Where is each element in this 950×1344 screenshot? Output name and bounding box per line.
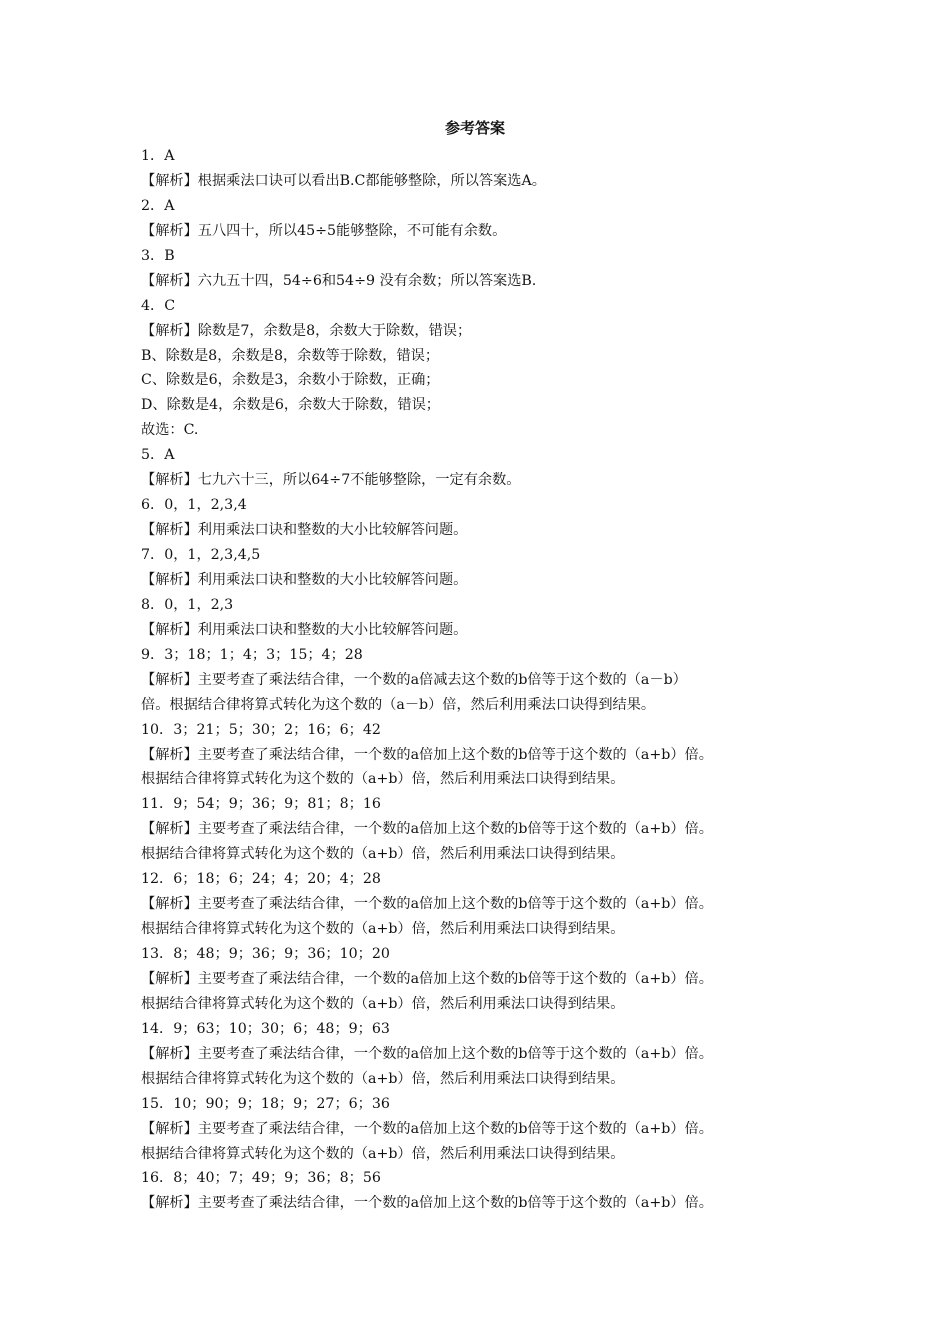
- text-line: 12．6；18；6；24；4；20；4；28: [141, 871, 381, 888]
- text-line: 根据结合律将算式转化为这个数的（a+b）倍，然后利用乘法口诀得到结果。: [141, 1145, 625, 1162]
- text-line: 【解析】主要考查了乘法结合律，一个数的a倍加上这个数的b倍等于这个数的（a+b）倍。: [141, 1045, 713, 1062]
- text-line: 根据结合律将算式转化为这个数的（a+b）倍，然后利用乘法口诀得到结果。: [141, 846, 625, 863]
- text-line: 14．9；63；10；30；6；48；9；63: [141, 1020, 390, 1037]
- text-line: D、除数是4，余数是6，余数大于除数，错误；: [141, 397, 440, 414]
- text-line: 【解析】根据乘法口诀可以看出B.C都能够整除，所以答案选A。: [141, 172, 546, 189]
- text-line: 5．A: [141, 447, 175, 464]
- text-line: 8．0，1，2,3: [141, 596, 234, 613]
- text-line: 【解析】主要考查了乘法结合律，一个数的a倍加上这个数的b倍等于这个数的（a+b）倍。: [141, 970, 713, 987]
- text-line: 【解析】主要考查了乘法结合律，一个数的a倍加上这个数的b倍等于这个数的（a+b）倍。: [141, 821, 713, 838]
- text-line: 9．3；18；1；4；3；15；4；28: [141, 646, 363, 663]
- text-line: 【解析】五八四十，所以45÷5能够整除，不可能有余数。: [141, 222, 507, 239]
- text-line: C、除数是6，余数是3，余数小于除数，正确；: [141, 372, 440, 389]
- text-line: 15．10；90；9；18；9；27；6；36: [141, 1095, 390, 1112]
- text-line: 根据结合律将算式转化为这个数的（a+b）倍，然后利用乘法口诀得到结果。: [141, 995, 625, 1012]
- text-line: 【解析】主要考查了乘法结合律，一个数的a倍加上这个数的b倍等于这个数的（a+b）倍。: [141, 746, 713, 763]
- text-line: 2．A: [141, 197, 175, 214]
- text-line: 【解析】除数是7，余数是8，余数大于除数，错误；: [141, 322, 472, 339]
- text-line: 故选：C.: [141, 422, 199, 439]
- text-line: 【解析】主要考查了乘法结合律，一个数的a倍减去这个数的b倍等于这个数的（a－b）: [141, 671, 687, 688]
- text-line: 【解析】主要考查了乘法结合律，一个数的a倍加上这个数的b倍等于这个数的（a+b）倍。: [141, 1120, 713, 1137]
- text-line: 根据结合律将算式转化为这个数的（a+b）倍，然后利用乘法口诀得到结果。: [141, 771, 625, 788]
- text-line: 【解析】主要考查了乘法结合律，一个数的a倍加上这个数的b倍等于这个数的（a+b）倍。: [141, 896, 713, 913]
- text-line: 【解析】七九六十三，所以64÷7不能够整除，一定有余数。: [141, 472, 521, 489]
- text-line: 根据结合律将算式转化为这个数的（a+b）倍，然后利用乘法口诀得到结果。: [141, 1070, 625, 1087]
- text-line: 6．0，1，2,3,4: [141, 497, 247, 514]
- text-line: 10．3；21；5；30；2；16；6；42: [141, 721, 381, 738]
- text-line: 【解析】利用乘法口诀和整数的大小比较解答问题。: [141, 522, 468, 539]
- text-line: 1．A: [141, 148, 175, 164]
- page-title: 参考答案: [444, 119, 505, 137]
- text-line: B、除数是8，余数是8，余数等于除数，错误；: [141, 347, 440, 364]
- text-line: 3．B: [141, 247, 175, 264]
- text-line: 倍。根据结合律将算式转化为这个数的（a－b）倍，然后利用乘法口诀得到结果。: [141, 696, 656, 713]
- text-line: 4．C: [141, 297, 176, 314]
- text-line: 【解析】利用乘法口诀和整数的大小比较解答问题。: [141, 571, 468, 588]
- answer-text-body: [141, 144, 841, 1216]
- text-line: 根据结合律将算式转化为这个数的（a+b）倍，然后利用乘法口诀得到结果。: [141, 921, 625, 938]
- text-line: 13．8；48；9；36；9；36；10；20: [141, 946, 390, 962]
- text-line: 【解析】六九五十四，54÷6和54÷9 没有余数；所以答案选B.: [141, 272, 537, 289]
- text-line: 【解析】利用乘法口诀和整数的大小比较解答问题。: [141, 621, 468, 638]
- text-line: 【解析】主要考查了乘法结合律，一个数的a倍加上这个数的b倍等于这个数的（a+b）倍。: [141, 1195, 713, 1212]
- text-line: 16．8；40；7；49；9；36；8；56: [141, 1170, 381, 1187]
- text-line: 7．0，1，2,3,4,5: [141, 547, 261, 563]
- text-line: 11．9；54；9；36；9；81；8；16: [141, 796, 381, 813]
